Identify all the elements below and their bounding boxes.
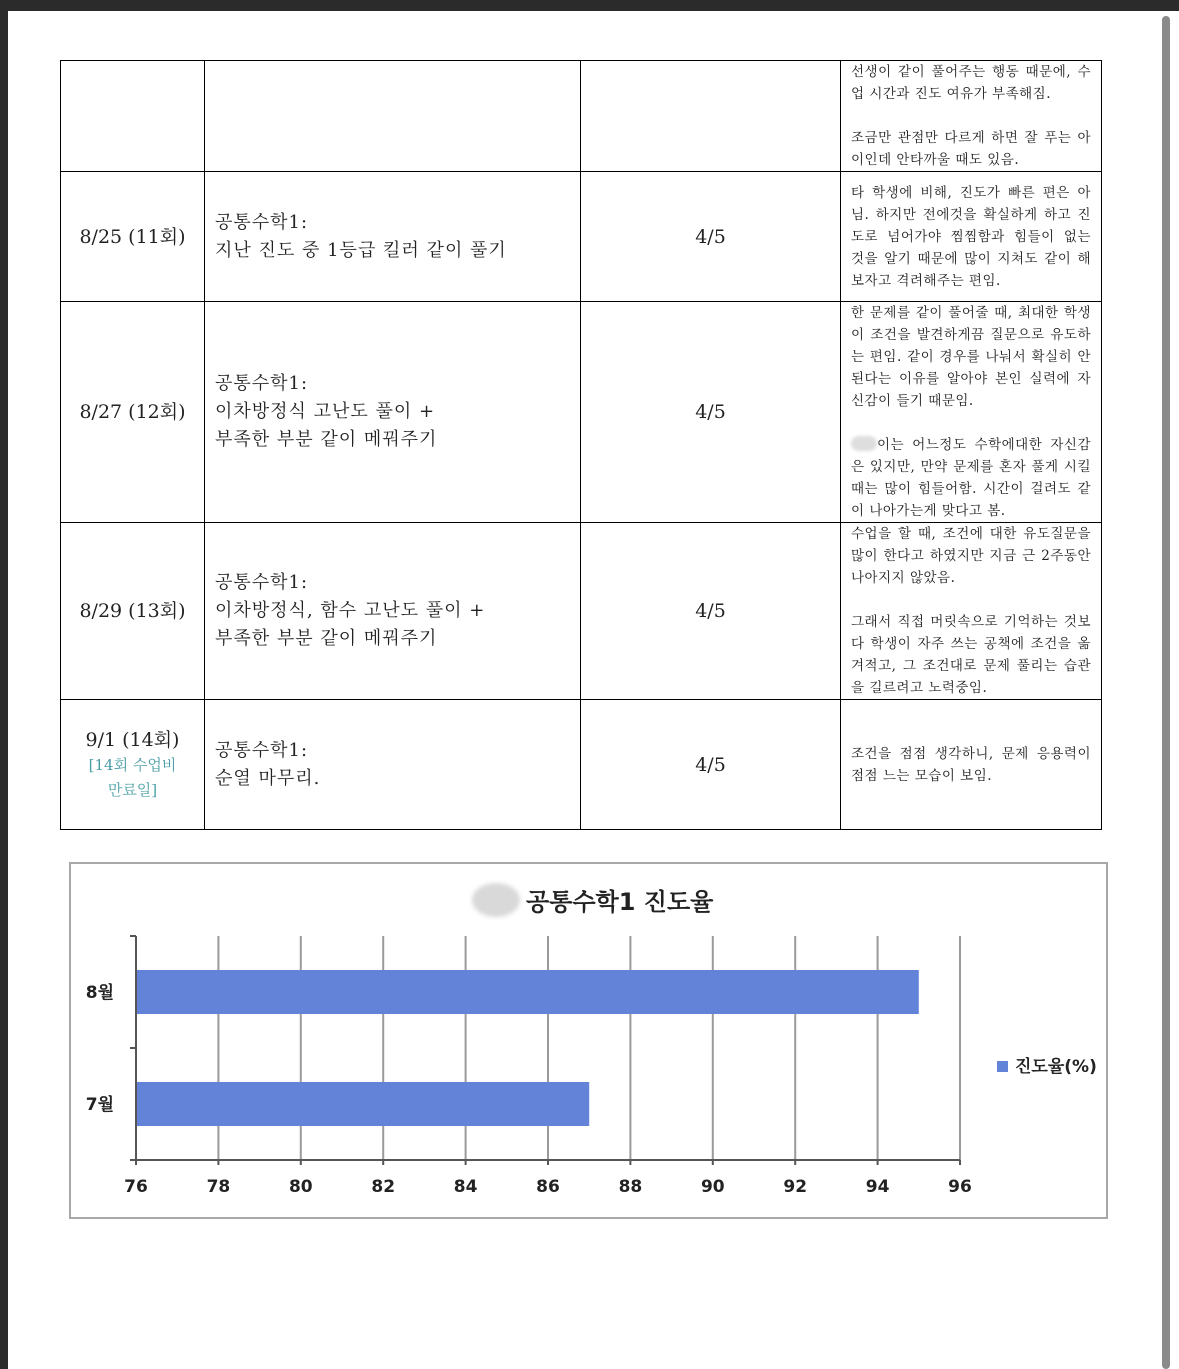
score-cell: 4/5 bbox=[581, 302, 841, 523]
x-tick-label: 82 bbox=[371, 1177, 396, 1197]
redacted-name bbox=[851, 436, 877, 451]
note-text: 수업을 할 때, 조건에 대한 유도질문을 많이 한다고 하였지만 지금 근 2주동안 나아지지 않았음. bbox=[851, 526, 1091, 586]
table-row bbox=[61, 700, 1102, 830]
score-cell: 4/5 bbox=[581, 523, 841, 700]
note-text: 이는 어느정도 수학에대한 자신감은 있지만, 만약 문제를 혼자 풀게 시킬 때는 많이 힘들어함. 시간이 걸려도 같이 나아가는게 맞다고 봄. bbox=[851, 437, 1091, 519]
bar bbox=[136, 1082, 589, 1126]
table-row bbox=[61, 302, 1102, 523]
date-cell: 8/27 (12회) bbox=[61, 302, 205, 523]
notes-cell bbox=[841, 172, 1102, 302]
notes-cell bbox=[841, 700, 1102, 830]
table-row bbox=[61, 172, 1102, 302]
bar bbox=[136, 970, 919, 1014]
chart-title: 공통수학1 진도율 bbox=[526, 888, 714, 916]
date-cell: 8/29 (13회) bbox=[61, 523, 205, 700]
content-cell bbox=[205, 61, 581, 172]
y-category-label: 8월 bbox=[85, 983, 114, 1003]
date-cell bbox=[61, 700, 205, 830]
content-line: 공통수학1: bbox=[215, 211, 309, 233]
redacted-name bbox=[472, 883, 520, 917]
content-line: 순열 마무리. bbox=[215, 767, 321, 789]
grid-layer bbox=[218, 936, 960, 1160]
note-text: 조건을 점점 생각하니, 문제 응용력이 점점 느는 모습이 보임. bbox=[851, 745, 1091, 784]
x-tick-label: 92 bbox=[783, 1177, 808, 1197]
note-paragraph bbox=[851, 434, 1091, 522]
content-line: 이차방정식, 함수 고난도 풀이 + bbox=[215, 600, 486, 621]
notes-cell bbox=[841, 61, 1102, 172]
content-line: 지난 진도 중 1등급 킬러 같이 풀기 bbox=[215, 239, 507, 261]
table-row bbox=[61, 61, 1102, 172]
notes-cell bbox=[841, 302, 1102, 523]
content-line: 부족한 부분 같이 메꿔주기 bbox=[215, 429, 438, 450]
content-cell bbox=[205, 172, 581, 302]
bar-layer bbox=[136, 970, 919, 1126]
score-cell: 4/5 bbox=[581, 172, 841, 302]
progress-chart bbox=[69, 862, 1108, 1219]
note-text: 한 문제를 같이 풀어줄 때, 최대한 학생이 조건을 발견하게끔 질문으로 유도하는 편임. 같이 경우를 나눠서 확실히 안된다는 이유를 알아야 본인 실력에 자신감이 들기 때문임. bbox=[851, 305, 1091, 409]
x-tick-label: 96 bbox=[948, 1177, 972, 1197]
content-line: 공통수학1: bbox=[215, 572, 309, 593]
x-tick-label: 90 bbox=[700, 1177, 725, 1197]
date-text: 9/1 (14회) bbox=[85, 728, 180, 751]
content-line: 공통수학1: bbox=[215, 373, 309, 394]
lesson-log-table bbox=[60, 60, 1102, 830]
table-row bbox=[61, 523, 1102, 700]
x-tick-label: 94 bbox=[865, 1177, 890, 1197]
chart-canvas bbox=[71, 864, 1106, 1217]
scrollbar-thumb[interactable] bbox=[1162, 16, 1170, 1369]
x-tick-label: 80 bbox=[288, 1177, 313, 1197]
expiry-note: [14회 수업비 만료일] bbox=[88, 755, 177, 799]
score-cell: 4/5 bbox=[581, 700, 841, 830]
content-cell bbox=[205, 523, 581, 700]
x-tick-label: 84 bbox=[453, 1177, 478, 1197]
note-text: 타 학생에 비해, 진도가 빠른 편은 아님. 하지만 전에것을 확실하게 하고 진도로 넘어가야 찜찜함과 힘들이 없는 것을 알기 때문에 많이 지쳐도 같이 해보자고 격려해주는 편임. bbox=[851, 184, 1091, 289]
x-tick-label: 86 bbox=[536, 1177, 560, 1197]
note-text: 조금만 관점만 다르게 하면 잘 푸는 아이인데 안타까울 때도 있음. bbox=[851, 130, 1091, 168]
notes-cell bbox=[841, 523, 1102, 700]
score-cell bbox=[581, 61, 841, 172]
content-cell bbox=[205, 700, 581, 830]
x-tick-label: 78 bbox=[206, 1177, 231, 1197]
date-cell bbox=[61, 61, 205, 172]
legend-swatch bbox=[997, 1061, 1008, 1072]
content-line: 부족한 부분 같이 메꿔주기 bbox=[215, 628, 438, 649]
content-cell bbox=[205, 302, 581, 523]
content-line: 공통수학1: bbox=[215, 739, 309, 761]
x-tick-label: 88 bbox=[618, 1177, 643, 1197]
x-tick-label: 76 bbox=[124, 1177, 148, 1197]
note-text: 그래서 직접 머릿속으로 기억하는 것보다 학생이 자주 쓰는 공책에 조건을 옮겨적고, 그 조건대로 문제 풀리는 습관을 길르려고 노력중임. bbox=[851, 614, 1091, 696]
legend-label: 진도율(%) bbox=[1015, 1057, 1097, 1077]
note-text: 선생이 같이 풀어주는 행동 때문에, 수업 시간과 진도 여유가 부족해짐. bbox=[851, 64, 1091, 102]
content-line: 이차방정식 고난도 풀이 + bbox=[215, 401, 436, 422]
date-cell: 8/25 (11회) bbox=[61, 172, 205, 302]
y-category-label: 7월 bbox=[85, 1095, 114, 1115]
